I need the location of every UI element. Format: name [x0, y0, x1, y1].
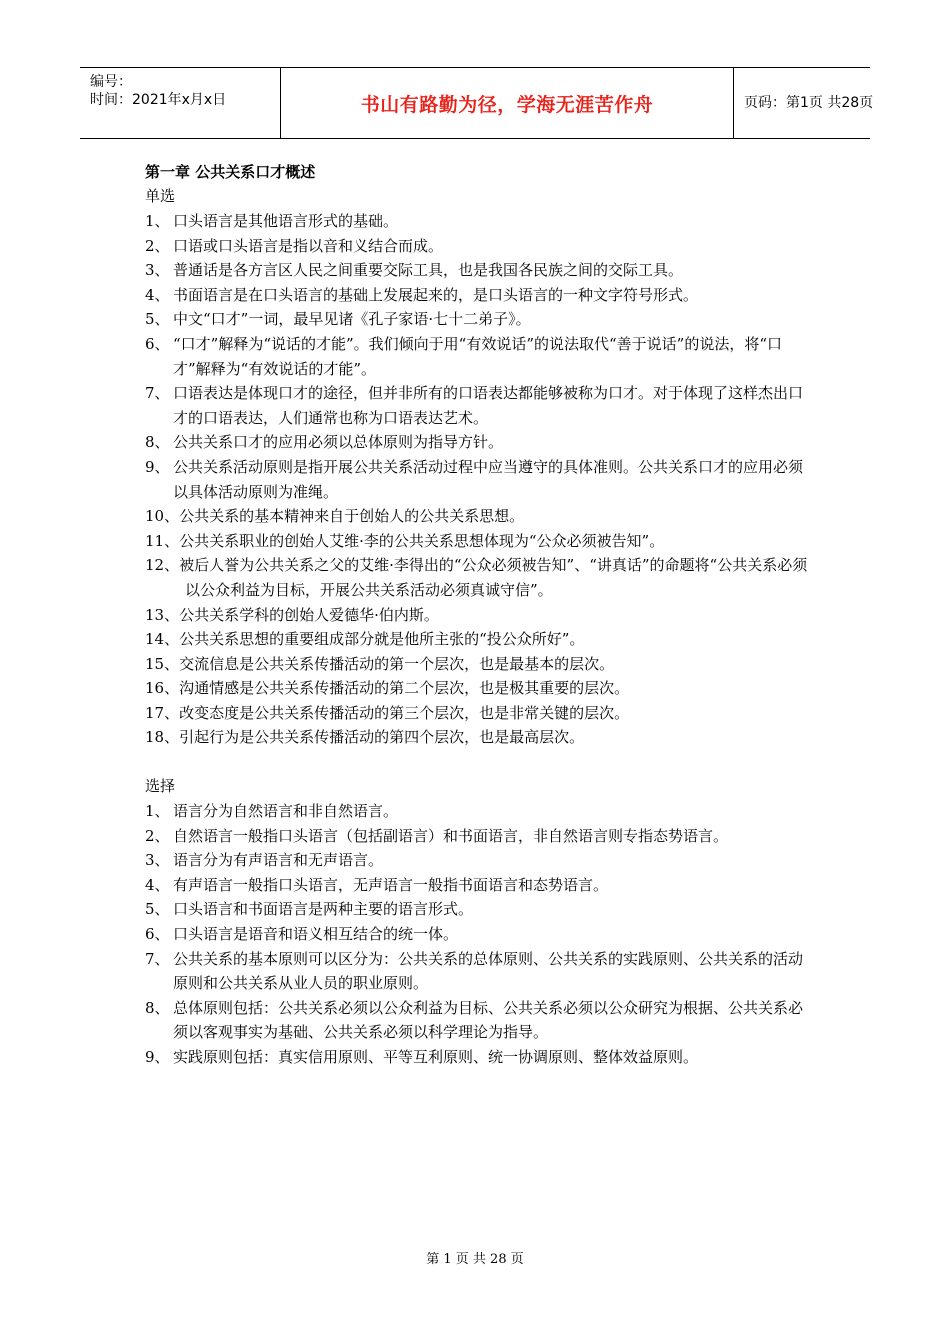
- item-text-body: 公共关系思想的重要组成部分就是他所主张的“投公众所好”。: [179, 630, 585, 649]
- item-number: 4、: [145, 875, 170, 894]
- list-item: [145, 996, 810, 1045]
- chapter-title: 第一章 公共关系口才概述: [145, 163, 316, 181]
- list-item: [145, 897, 810, 922]
- item-text: 口语或口头语言是指以音和义结合而成。: [173, 236, 444, 255]
- item-number: 8、: [145, 998, 170, 1017]
- number-label: 编号：: [90, 74, 132, 90]
- item-number: 15、: [145, 654, 180, 673]
- item-text: 有声语言一般指口头语言，无声语言一般指书面语言和态势语言。: [173, 875, 609, 894]
- item-text: 总体原则包括：公共关系必须以公众利益为目标、公共关系必须以公众研究为根据、公共关系必须以客观事实为基础、公共关系必须以科学理论为指导。: [173, 998, 804, 1042]
- item-text: [145, 725, 810, 750]
- item-number: 6、: [145, 925, 170, 944]
- item-number: 10、: [145, 507, 180, 526]
- item-number: 17、: [145, 703, 180, 722]
- header-right-cell: [734, 68, 874, 138]
- item-number: 7、: [145, 384, 170, 403]
- choice-list: [145, 799, 810, 1070]
- item-text-body: 沟通情感是公共关系传播活动的第二个层次，也是极其重要的层次。: [179, 679, 630, 698]
- item-number: 2、: [145, 826, 170, 845]
- item-text-body: 改变态度是公共关系传播活动的第三个层次，也是非常关键的层次。: [179, 703, 630, 722]
- section-title-single-choice: 单选: [145, 187, 176, 205]
- item-number: 6、: [145, 334, 170, 353]
- item-number: 3、: [145, 261, 170, 280]
- list-item: [145, 848, 810, 873]
- list-item: [145, 799, 810, 824]
- single-choice-list: [145, 209, 810, 750]
- page-label: 页码：第1页 共28页: [744, 95, 874, 111]
- item-text-body: 交流信息是公共关系传播活动的第一个层次，也是最基本的层次。: [179, 654, 615, 673]
- list-item: [145, 430, 810, 455]
- item-number: 11、: [145, 531, 180, 550]
- motto-text: 书山有路勤为径，学海无涯苦作舟: [360, 94, 654, 116]
- item-text: 实践原则包括：真实信用原则、平等互利原则、统一协调原则、整体效益原则。: [173, 1048, 699, 1066]
- item-text: 书面语言是在口头语言的基础上发展起来的，是口头语言的一种文字符号形式。: [173, 285, 699, 304]
- item-text: [145, 529, 810, 554]
- list-item: [145, 947, 810, 996]
- list-item: [145, 283, 810, 308]
- list-item: [145, 234, 810, 259]
- time-label: 时间：2021年x月x日: [90, 92, 227, 108]
- item-text: 中文“口才”一词，最早见诸《孔子家语·七十二弟子》。: [173, 310, 531, 329]
- item-text-body: 被后人誉为公共关系之父的艾维·李得出的“公众必须被告知”、“讲真话”的命题将“公共关系必须以公众利益为目标，开展公共关系活动必须真诚守信”。: [179, 556, 808, 599]
- item-text: 公共关系口才的应用必须以总体原则为指导方针。: [173, 433, 504, 452]
- item-number: 2、: [145, 236, 170, 255]
- item-text: [145, 504, 810, 529]
- item-text: 自然语言一般指口头语言（包括副语言）和书面语言，非自然语言则专指态势语言。: [173, 826, 729, 845]
- item-text: 普通话是各方言区人民之间重要交际工具，也是我国各民族之间的交际工具。: [173, 261, 684, 280]
- item-number: 14、: [145, 630, 180, 649]
- list-item: [145, 258, 810, 283]
- list-item: [145, 553, 810, 602]
- list-item: [145, 307, 810, 332]
- item-number: 3、: [145, 851, 170, 870]
- item-number: 12、: [145, 556, 180, 575]
- section-title-choice: 选择: [145, 777, 176, 796]
- list-item: [145, 627, 810, 652]
- list-item: [145, 1045, 810, 1070]
- item-text-body: 公共关系职业的创始人艾维·李的公共关系思想体现为“公众必须被告知”。: [179, 531, 665, 550]
- list-item: [145, 209, 810, 234]
- item-text: 公共关系活动原则是指开展公共关系活动过程中应当遵守的具体准则。公共关系口才的应用必须以具体活动原则为准绳。: [173, 457, 804, 501]
- item-text: [145, 627, 810, 652]
- item-text: [145, 676, 810, 701]
- item-text: 口语表达是体现口才的途径，但并非所有的口语表达都能够被称为口才。对于体现了这样杰出口才的口语表达，人们通常也称为口语表达艺术。: [173, 384, 804, 427]
- item-number: 9、: [145, 1048, 170, 1066]
- item-text: 口头语言和书面语言是两种主要的语言形式。: [173, 900, 474, 919]
- list-item: [145, 873, 810, 898]
- item-number: 5、: [145, 310, 170, 329]
- list-item: [145, 455, 810, 504]
- header-left-cell: [80, 68, 280, 138]
- item-text-body: 公共关系的基本精神来自于创始人的公共关系思想。: [179, 507, 525, 526]
- item-number: 9、: [145, 457, 170, 476]
- list-item: [145, 332, 810, 381]
- item-number: 1、: [145, 802, 170, 821]
- document-body: [145, 160, 810, 1070]
- item-number: 4、: [145, 285, 170, 304]
- item-text-body: 引起行为是公共关系传播活动的第四个层次，也是最高层次。: [179, 728, 585, 747]
- page-footer: 第 1 页 共 28 页: [426, 1252, 524, 1267]
- item-number: 1、: [145, 212, 170, 230]
- list-item: [145, 381, 810, 430]
- list-item: [145, 529, 810, 554]
- item-text: [145, 553, 810, 602]
- item-text-body: 公共关系学科的创始人爱德华·伯内斯。: [179, 605, 439, 624]
- list-item: [145, 701, 810, 726]
- list-item: [145, 824, 810, 849]
- list-item: [145, 504, 810, 529]
- item-text: [145, 652, 810, 677]
- header-motto-cell: [280, 68, 734, 138]
- item-number: 13、: [145, 605, 180, 624]
- item-number: 5、: [145, 900, 170, 919]
- item-text: 公共关系的基本原则可以区分为：公共关系的总体原则、公共关系的实践原则、公共关系的活动原则和公共关系从业人员的职业原则。: [173, 949, 804, 993]
- item-text: [145, 701, 810, 726]
- item-number: 8、: [145, 433, 170, 452]
- item-number: 7、: [145, 949, 170, 968]
- list-item: [145, 652, 810, 677]
- list-item: [145, 725, 810, 750]
- item-number: 18、: [145, 728, 180, 747]
- list-item: [145, 922, 810, 947]
- item-text: 口头语言是其他语言形式的基础。: [173, 212, 399, 230]
- item-text: 语言分为自然语言和非自然语言。: [173, 802, 399, 821]
- document-header: [80, 67, 874, 139]
- item-text: “口才”解释为“说话的才能”。我们倾向于用“有效说话”的说法取代“善于说话”的说法，将“口才”解释为“有效说话的才能”。: [173, 334, 783, 378]
- item-text: [145, 603, 810, 628]
- item-number: 16、: [145, 679, 180, 698]
- item-text: 口头语言是语音和语义相互结合的统一体。: [173, 925, 459, 944]
- list-item: [145, 676, 810, 701]
- list-item: [145, 603, 810, 628]
- item-text: 语言分为有声语言和无声语言。: [173, 851, 384, 870]
